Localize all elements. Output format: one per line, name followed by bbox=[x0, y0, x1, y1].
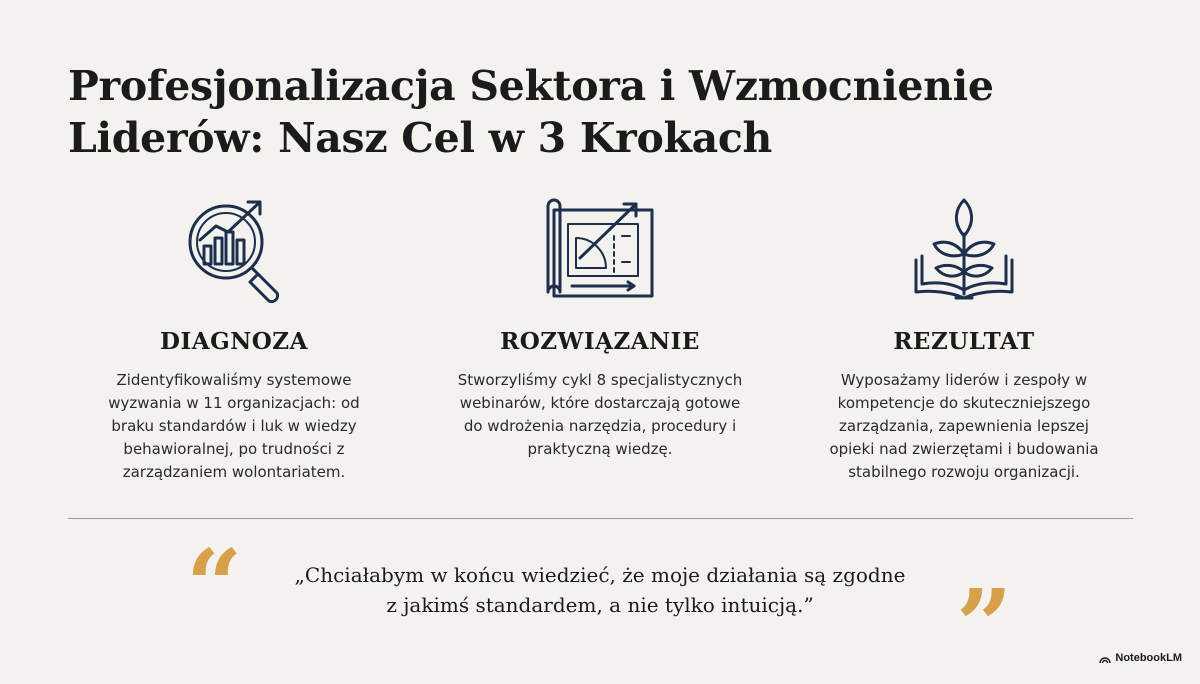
step-heading: REZULTAT bbox=[893, 328, 1035, 355]
page-title-line-1: Profesjonalizacja Sektora i Wzmocnienie bbox=[68, 62, 994, 110]
step-heading: DIAGNOZA bbox=[160, 328, 308, 355]
step-description: Stworzyliśmy cykl 8 specjalistycznych webinarów, które dostarczają gotowe do wdrożenia narzędzia, procedury i praktyczną wiedzę. bbox=[457, 371, 743, 458]
notebooklm-logo-icon bbox=[1099, 654, 1111, 663]
page-title-line-2: Liderów: Nasz Cel w 3 Krokach bbox=[68, 114, 773, 162]
step-diagnoza bbox=[64, 196, 404, 484]
brand-watermark bbox=[1099, 652, 1182, 664]
step-rezultat bbox=[794, 196, 1134, 484]
open-quote-icon: “ bbox=[186, 529, 243, 644]
book-plant-icon bbox=[904, 196, 1024, 312]
step-description: Zidentyfikowaliśmy systemowe wyzwania w 11 organizacjach: od braku standardów i luk w wiedzy behawioralnej, po trudności z zarządzaniem wolontariatem. bbox=[108, 371, 360, 481]
quote-line-2: z jakimś standardem, a nie tylko intuicją.” bbox=[386, 593, 814, 617]
divider bbox=[68, 518, 1133, 519]
close-quote-icon: ” bbox=[956, 569, 1013, 684]
magnifier-chart-icon bbox=[174, 196, 294, 312]
blueprint-icon bbox=[540, 196, 660, 312]
step-rozwiazanie bbox=[430, 196, 770, 461]
quote-line-1: „Chciałabym w końcu wiedzieć, że moje działania są zgodne bbox=[294, 563, 906, 587]
step-description: Wyposażamy liderów i zespoły w kompetencje do skuteczniejszego zarządzania, zapewnienia lepszej opieki nad zwierzętami i budowania stabilnego rozwoju organizacji. bbox=[829, 371, 1099, 481]
brand-name: NotebookLM bbox=[1115, 652, 1182, 664]
page-title bbox=[68, 60, 1068, 164]
testimonial-quote bbox=[230, 560, 970, 620]
step-heading: ROZWIĄZANIE bbox=[500, 328, 700, 355]
